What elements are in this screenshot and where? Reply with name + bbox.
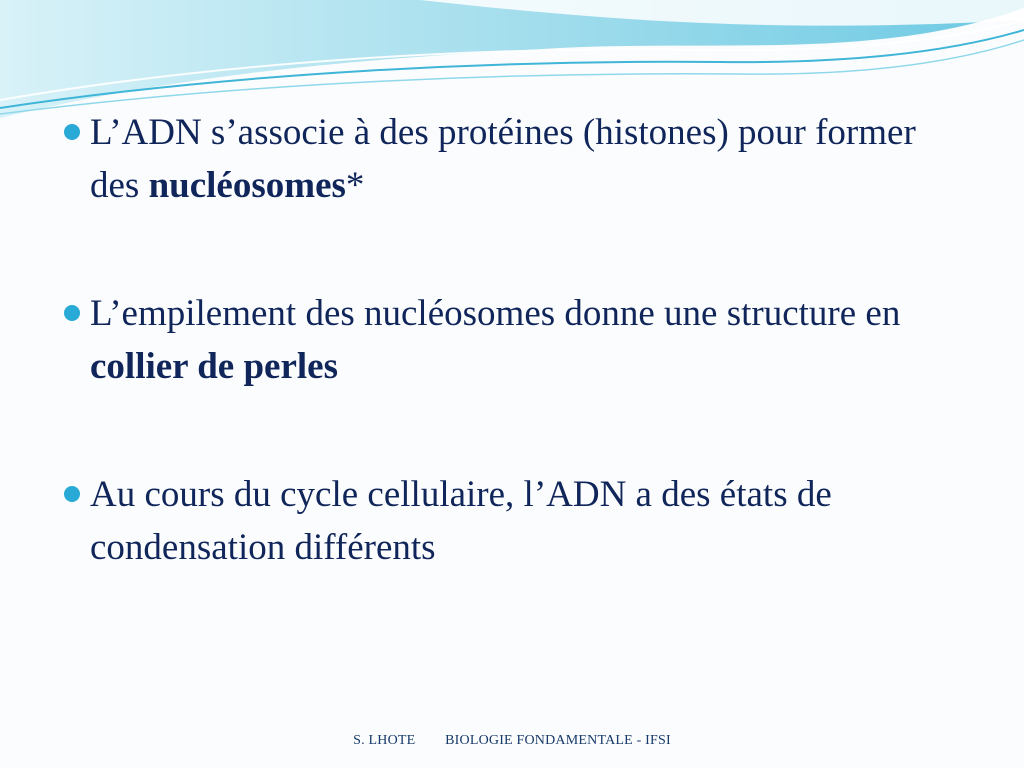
bullet-item — [60, 468, 960, 574]
footer-course: BIOLOGIE FONDAMENTALE - IFSI — [445, 733, 671, 748]
bullet-text: Au cours du cycle cellulaire, l’ADN a des états de condensation différents — [90, 474, 832, 568]
bullet-dot-icon — [64, 486, 80, 502]
bullet-item — [60, 287, 960, 393]
bullet-dot-icon — [64, 305, 80, 321]
bullet-text: L’ADN s’associe à des protéines (histones) pour former des nucléosomes* — [90, 112, 916, 206]
bullet-list — [60, 106, 960, 649]
bullet-dot-icon — [64, 124, 80, 140]
bullet-text: L’empilement des nucléosomes donne une structure en collier de perles — [90, 293, 901, 387]
slide-footer — [0, 733, 1024, 749]
footer-author: S. LHOTE — [353, 733, 416, 748]
bullet-item — [60, 106, 960, 212]
